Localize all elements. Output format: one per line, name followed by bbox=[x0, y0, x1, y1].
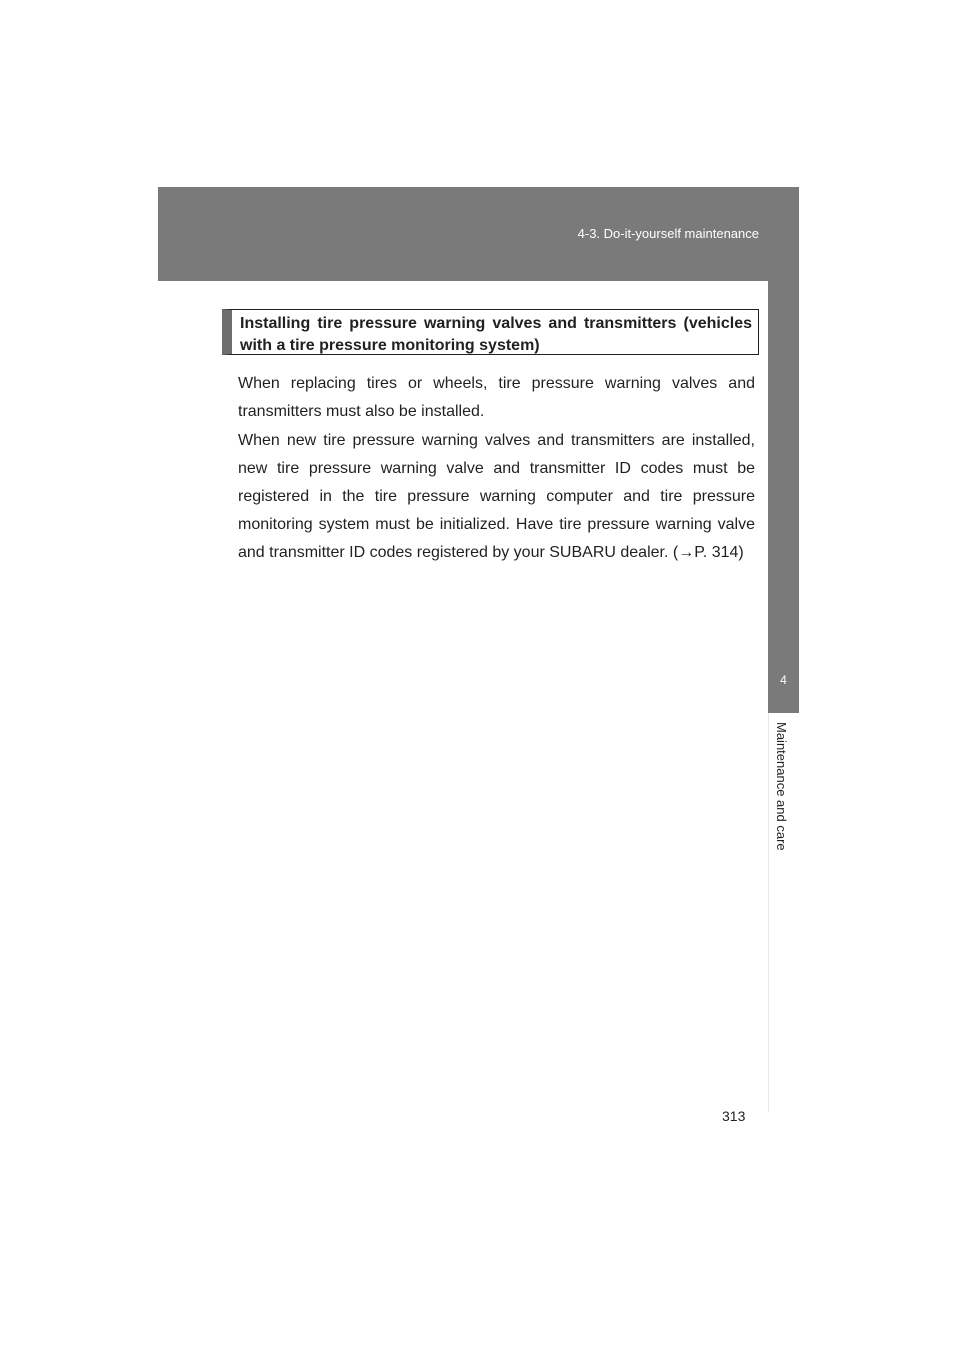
chapter-side-tab bbox=[768, 281, 799, 1112]
chapter-label: Maintenance and care bbox=[774, 722, 789, 851]
chapter-number: 4 bbox=[780, 672, 787, 687]
header-section-title: 4-3. Do-it-yourself maintenance bbox=[577, 226, 759, 241]
header-band bbox=[158, 187, 799, 281]
body-paragraph: When replacing tires or wheels, tire pressure warning valves and transmitters must also be installed. bbox=[238, 375, 755, 420]
section-heading: Installing tire pressure warning valves and transmitters (vehicles with a tire pressure monitoring system) bbox=[222, 309, 759, 355]
chapter-number-box bbox=[768, 646, 799, 713]
page-number: 313 bbox=[722, 1108, 746, 1124]
body-paragraph: When new tire pressure warning valves and transmitters are installed, new tire pressure warning valve and transmitter ID codes must be registered in the tire pressure warning computer and tire pressure monitoring system must be initialized. Have tire pressure warning valve and transmitter ID codes registered by your SUBARU dealer. (→P. 314) bbox=[238, 432, 755, 561]
